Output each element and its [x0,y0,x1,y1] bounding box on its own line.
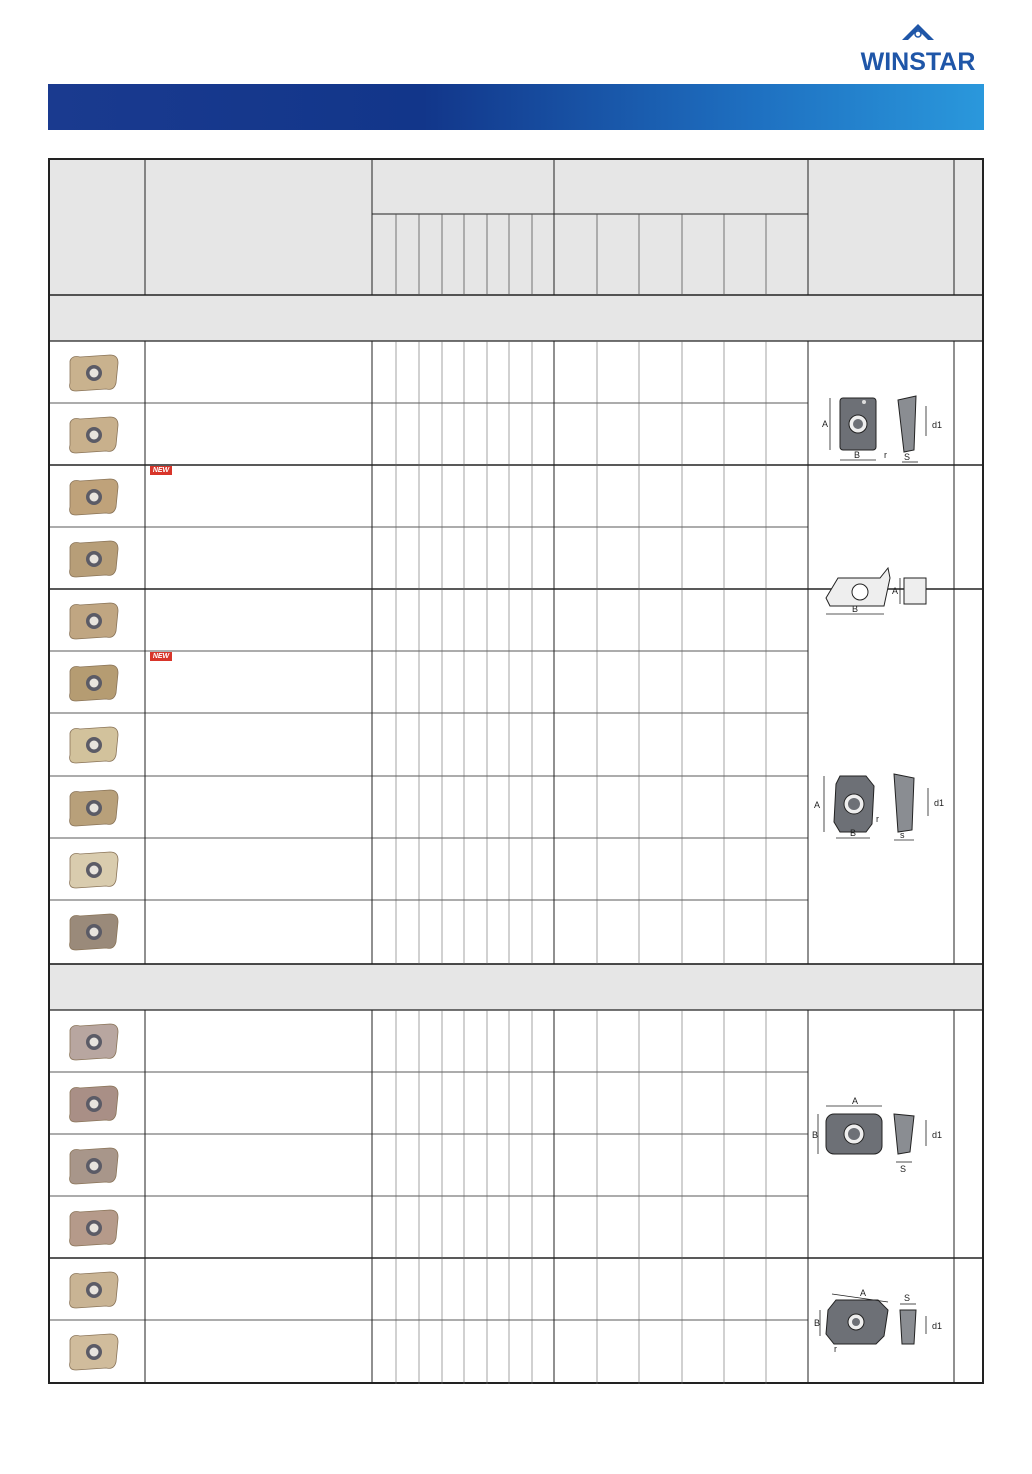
insert-photo-icon [64,539,124,584]
dim-a-label: A [852,1096,859,1106]
logo-wordmark: WINSTAR [860,48,976,76]
dim-s-label: S [904,1293,911,1303]
insert-diagram-1 [812,392,952,472]
dim-b-label: B [854,450,861,460]
insert-photo-icon [64,1084,124,1129]
dim-d1-label: d1 [932,1130,943,1140]
dim-r-label: r [834,1344,837,1354]
dim-b-label: B [852,604,859,614]
insert-photo-icon [64,1270,124,1315]
insert-photo-icon [64,788,124,833]
dim-d1-label: d1 [932,420,943,430]
dim-a-label: A [860,1288,867,1298]
dim-a-label: A [892,586,899,596]
insert-photo-icon [64,850,124,895]
insert-photo-icon [64,415,124,460]
insert-photo-icon [64,1146,124,1191]
dim-r-label: r [876,814,879,824]
section-header-2 [48,964,984,1010]
insert-diagram-5 [812,1288,952,1358]
dim-a-label: A [814,800,821,810]
dim-s-label: S [904,452,911,462]
dim-b-label: B [850,828,857,838]
dim-s-label: s [900,830,905,840]
insert-photo-icon [64,663,124,708]
insert-photo-icon [64,353,124,398]
insert-photo-icon [64,912,124,957]
insert-photo-icon [64,1332,124,1377]
insert-photo-icon [64,1022,124,1067]
new-badge: NEW [150,652,172,661]
section-header-1 [48,295,984,341]
insert-photo-icon [64,725,124,770]
dim-s-label: S [900,1164,907,1174]
title-banner [48,84,984,130]
insert-diagram-3 [810,766,954,846]
new-badge: NEW [150,466,172,475]
dim-b-label: B [812,1130,819,1140]
header-background [48,158,984,295]
dim-b-label: B [814,1318,821,1328]
dim-d1-label: d1 [932,1321,943,1331]
insert-photo-icon [64,477,124,522]
dim-d1-label: d1 [934,798,945,808]
winstar-logo [848,18,988,74]
insert-diagram-4 [812,1094,952,1174]
insert-photo-icon [64,601,124,646]
dim-r-label: r [884,450,887,460]
insert-photo-icon [64,1208,124,1253]
insert-diagram-2 [814,558,954,628]
dim-a-label: A [822,419,829,429]
